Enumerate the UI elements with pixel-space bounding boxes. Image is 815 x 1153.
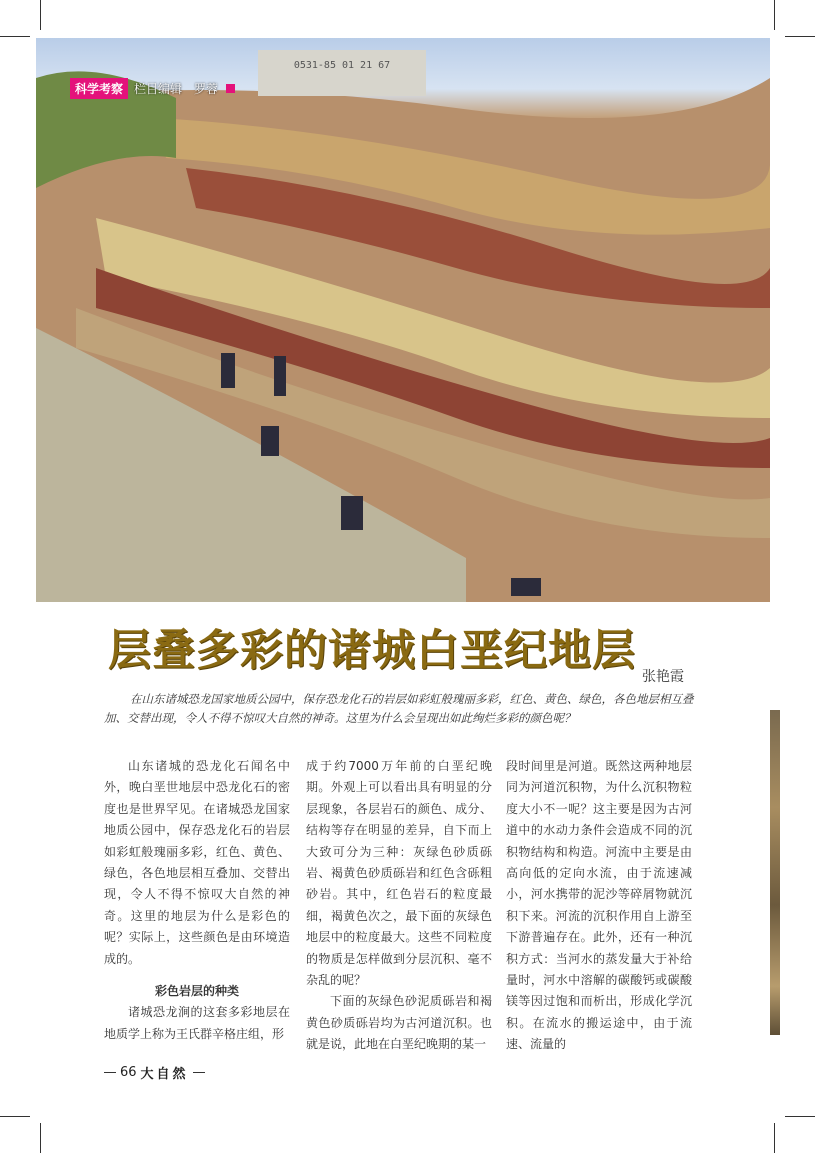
article-lead: 在山东诸城恐龙国家地质公园中，保存恐龙化石的岩层如彩虹般瑰丽多彩，红色、黄色、绿色，各色地层相互叠加、交替出现，令人不得不惊叹大自然的神奇。这里为什么会呈现出如此绚烂多彩的颜色呢？ [104,692,694,725]
column-1 [104,756,290,1045]
page-number: 66 [120,1065,137,1080]
paragraph: 下面的灰绿色砂泥质砾岩和褐黄色砂质砾岩均为古河道沉积。也就是说，此地在白垩纪晚期的某一 [306,994,492,1052]
rock-strata-illustration [36,38,770,602]
article-author: 张艳霞 [642,669,684,685]
crop-mark [40,0,41,30]
crop-mark [774,0,775,30]
page-footer [104,1063,205,1082]
paragraph: 段时间里是河道。既然这两种地层同为河道沉积物，为什么沉积物粒度大小不一呢？这主要是因为古河道中的水动力条件会造成不同的沉积物结构和构造。河流中主要是由高向低的定向水流，由于流速减小，河水携带的泥沙等碎屑物就沉积下来。河流的沉积作用自上游至下游普遍存在。此外，还有一种沉积方式：当河水的蒸发量大于补给量时，河水中溶解的碳酸钙或碳酸镁等因过饱和而析出，形成化学沉积。在流水的搬运途中，由于流速、流量的 [506,759,692,1052]
crop-mark [774,1123,775,1153]
column-3 [506,756,692,1056]
tag-square-icon [226,84,235,93]
side-photo-strip [770,710,780,1035]
section-tag [70,78,235,98]
magazine-name: 大自然 [140,1067,189,1082]
editor-label: 栏目编辑 罗蓉 [134,81,219,96]
category-label: 科学考察 [70,78,128,99]
crop-mark [0,36,30,37]
crop-mark [785,1116,815,1117]
article-title: 层叠多彩的诸城白垩纪地层 [108,626,636,676]
footer-rule [104,1072,116,1073]
column-2 [306,756,492,1056]
paragraph: 成于约7000万年前的白垩纪晚期。外观上可以看出具有明显的分层现象，各层岩石的颜色、成分、结构等存在明显的差异，自下而上大致可分为三种：灰绿色砂质砾岩、褐黄色砂质砾岩和红色含砾粗砂岩。其中，红色岩石的粒度最细，褐黄色次之，最下面的灰绿色地层中的粒度最大。这些不同粒度的物质是怎样做到分层沉积、毫不杂乱的呢？ [306,759,492,988]
section-heading: 彩色岩层的种类 [154,984,239,999]
footer-rule [193,1072,205,1073]
paragraph: 山东诸城的恐龙化石闻名中外，晚白垩世地层中恐龙化石的密度也是世界罕见。在诸城恐龙国家地质公园中，保存恐龙化石的岩层如彩虹般瑰丽多彩，红色、黄色、绿色，各色地层相互叠加、交替出现，令人不得不惊叹大自然的神奇。这里的地层为什么是彩色的呢？实际上，这些颜色是由环境造成的。 [104,759,290,966]
sign-text: 0531-85 01 21 67 [293,60,391,71]
crop-mark [40,1123,41,1153]
hero-photo [36,38,770,602]
paragraph: 诸城恐龙涧的这套多彩地层在地质学上称为王氏群辛格庄组，形 [104,1005,290,1041]
crop-mark [0,1116,30,1117]
crop-mark [785,36,815,37]
